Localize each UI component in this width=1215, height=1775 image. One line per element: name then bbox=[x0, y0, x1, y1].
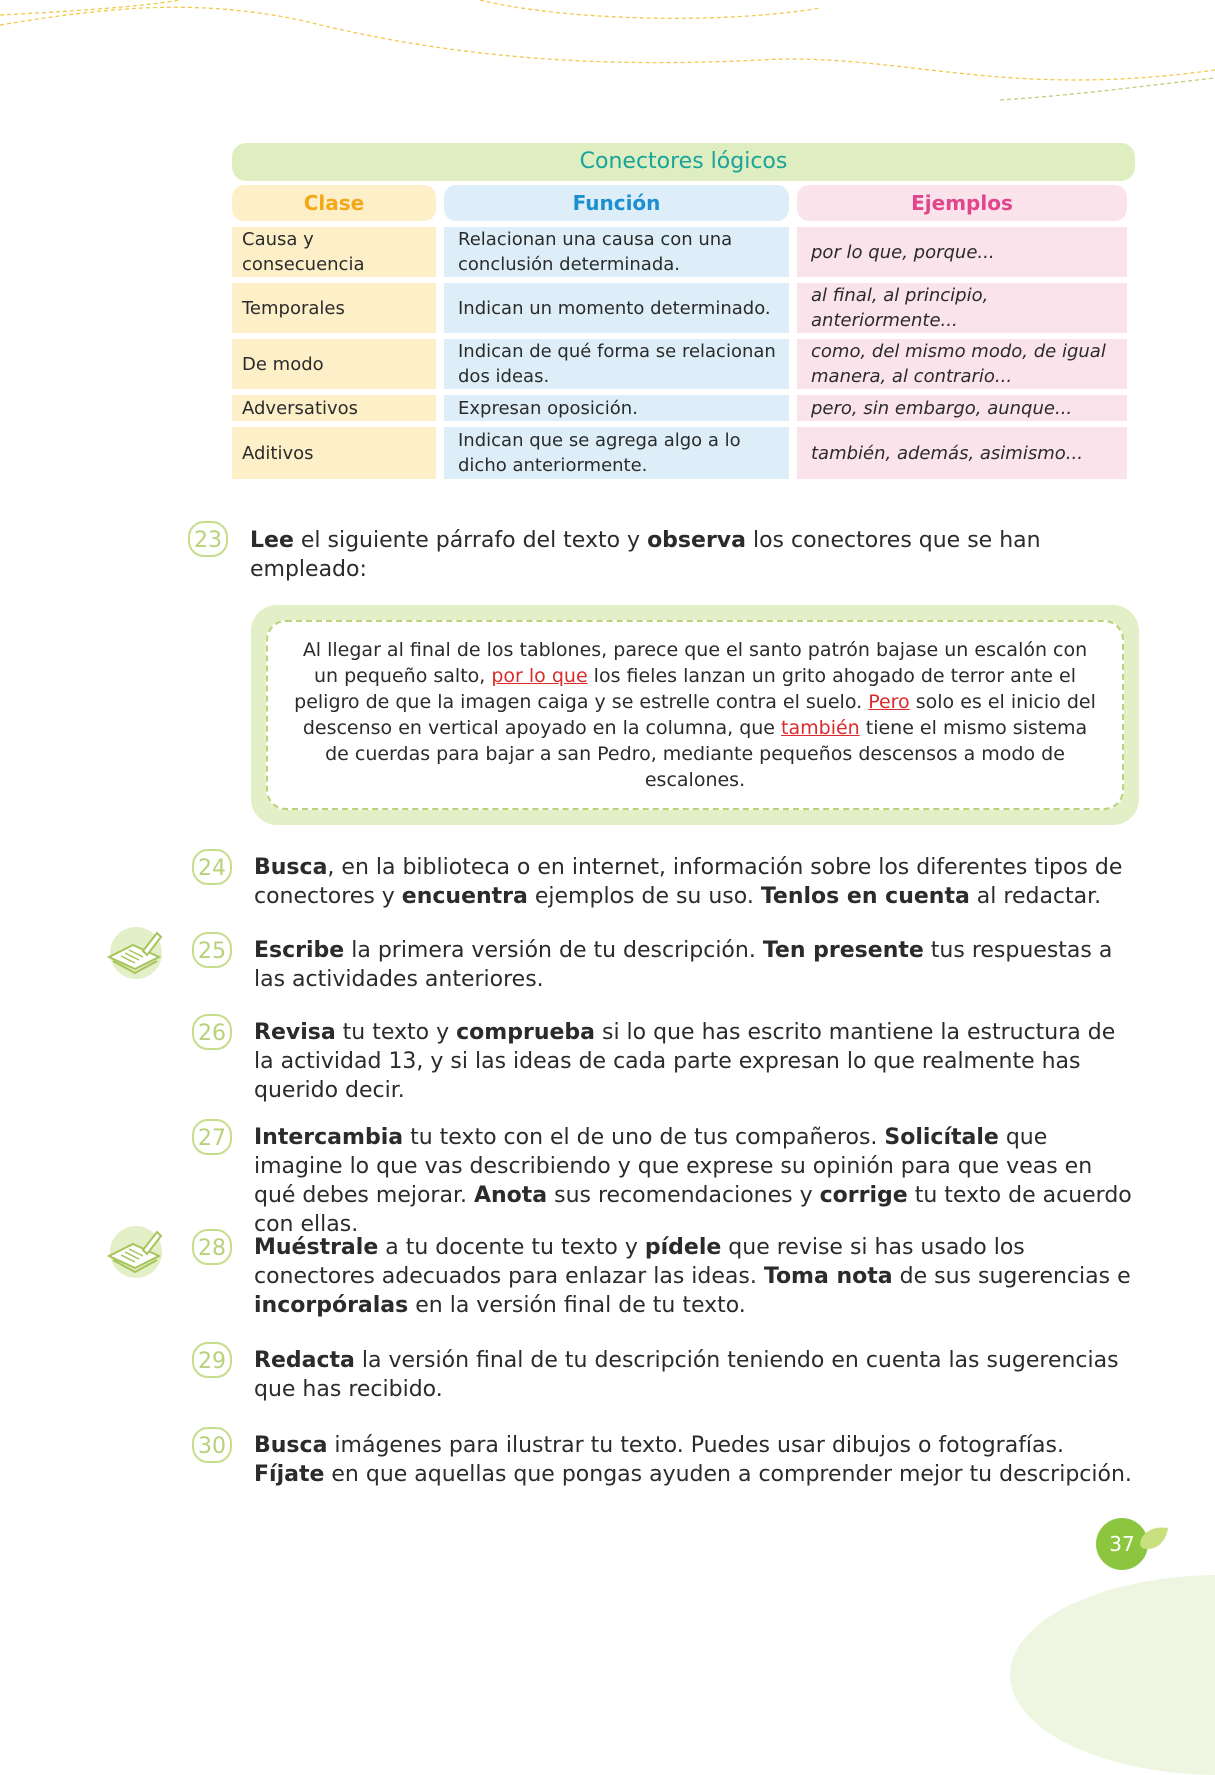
activity-number: 30 bbox=[192, 1427, 232, 1463]
activity-29-text: Redacta la versión final de tu descripción teniendo en cuenta las sugerencias que has recibido. bbox=[254, 1348, 1119, 1402]
cell-clase: Temporales bbox=[232, 283, 436, 333]
activity-number: 27 bbox=[192, 1119, 232, 1155]
table-row bbox=[232, 339, 1135, 389]
activity-number: 25 bbox=[192, 932, 232, 968]
leaf-icon bbox=[1138, 1524, 1170, 1556]
activity-number: 28 bbox=[192, 1229, 232, 1265]
cell-clase: De modo bbox=[232, 339, 436, 389]
cell-clase: Causa y consecuencia bbox=[232, 227, 436, 277]
cell-ejemplos: al final, al principio, anteriormente... bbox=[797, 283, 1127, 333]
table-row bbox=[232, 395, 1135, 421]
writing-hand-icon bbox=[103, 1220, 165, 1282]
connector-highlight: también bbox=[781, 717, 860, 739]
activity-number: 26 bbox=[192, 1014, 232, 1050]
page-number: 37 bbox=[1096, 1518, 1148, 1570]
activity-27-text: Intercambia tu texto con el de uno de tus compañeros. Solicítale que imagine lo que vas describiendo y que exprese su opinión para que veas en qué debes mejorar. Anota sus recomendaciones y corrige tu texto de acuerdo con ellas. bbox=[254, 1125, 1132, 1237]
activity-number: 23 bbox=[188, 521, 228, 557]
decorative-dashed-waves bbox=[0, 0, 1215, 110]
activity-25-text: Escribe la primera versión de tu descripción. Ten presente tus respuestas a las actividades anteriores. bbox=[254, 938, 1113, 992]
table-row bbox=[232, 427, 1135, 479]
writing-hand-icon bbox=[103, 921, 165, 983]
activity-number: 29 bbox=[192, 1342, 232, 1378]
decorative-blob bbox=[1010, 1575, 1215, 1775]
cell-funcion: Indican un momento determinado. bbox=[444, 283, 789, 333]
cell-funcion: Expresan oposición. bbox=[444, 395, 789, 421]
activity-24-text: Busca, en la biblioteca o en internet, información sobre los diferentes tipos de conectores y encuentra ejemplos de su uso. Tenlos en cuenta al redactar. bbox=[254, 855, 1123, 909]
cell-ejemplos: también, además, asimismo... bbox=[797, 427, 1127, 479]
header-clase: Clase bbox=[232, 185, 436, 221]
activity-26-text: Revisa tu texto y comprueba si lo que has escrito mantiene la estructura de la actividad 13, y si las ideas de cada parte expresan lo que realmente has querido decir. bbox=[254, 1020, 1116, 1103]
activity-30-text: Busca imágenes para ilustrar tu texto. Puedes usar dibujos o fotografías. Fíjate en que aquellas que pongas ayuden a comprender mejor tu descripción. bbox=[254, 1433, 1132, 1487]
table-header bbox=[232, 185, 1135, 221]
cell-funcion: Relacionan una causa con una conclusión determinada. bbox=[444, 227, 789, 277]
cell-clase: Aditivos bbox=[232, 427, 436, 479]
table-title: Conectores lógicos bbox=[232, 143, 1135, 181]
table-row bbox=[232, 283, 1135, 333]
cell-funcion: Indican que se agrega algo a lo dicho anteriormente. bbox=[444, 427, 789, 479]
connectors-table bbox=[232, 143, 1135, 479]
cell-ejemplos: como, del mismo modo, de igual manera, al contrario... bbox=[797, 339, 1127, 389]
activity-23-text: Lee el siguiente párrafo del texto y observa los conectores que se han empleado: bbox=[250, 528, 1041, 582]
cell-ejemplos: por lo que, porque... bbox=[797, 227, 1127, 277]
activity-number: 24 bbox=[192, 849, 232, 885]
connector-highlight: por lo que bbox=[491, 665, 588, 687]
quoted-paragraph: Al llegar al final de los tablones, parece que el santo patrón bajase un escalón con un pequeño salto, por lo que los fieles lanzan un grito ahogado de terror ante el peligro de que la imagen caiga y se estrelle contra el suelo. Pero solo es el inicio del descenso en vertical apoyado en la columna, que también tiene el mismo sistema de cuerdas para bajar a san Pedro, mediante pequeños descensos a modo de escalones. bbox=[294, 639, 1096, 791]
header-funcion: Función bbox=[444, 185, 789, 221]
cell-ejemplos: pero, sin embargo, aunque... bbox=[797, 395, 1127, 421]
connector-highlight: Pero bbox=[868, 691, 910, 713]
table-row bbox=[232, 227, 1135, 277]
cell-funcion: Indican de qué forma se relacionan dos ideas. bbox=[444, 339, 789, 389]
quoted-paragraph-box bbox=[251, 605, 1139, 825]
activity-28-text: Muéstrale a tu docente tu texto y pídele que revise si has usado los conectores adecuados para enlazar las ideas. Toma nota de sus sugerencias e incorpóralas en la versión final de tu texto. bbox=[254, 1235, 1131, 1318]
cell-clase: Adversativos bbox=[232, 395, 436, 421]
header-ejemplos: Ejemplos bbox=[797, 185, 1127, 221]
